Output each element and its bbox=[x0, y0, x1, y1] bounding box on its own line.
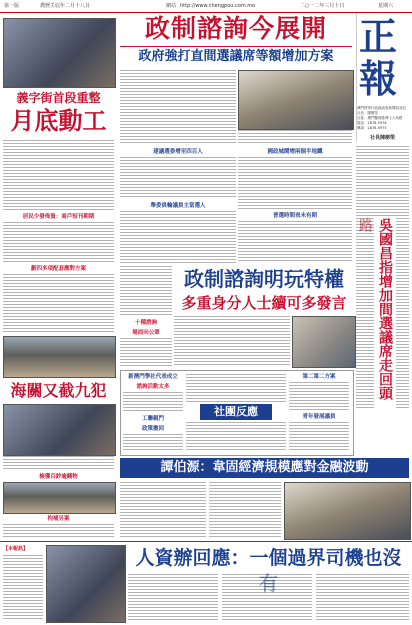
yee-street-subhead-2: 劃四多項配套應對方案 bbox=[30, 266, 86, 272]
masthead-info-line: 社址：澳門羅理基博士大馬路 bbox=[357, 116, 403, 120]
box-lower-title-2: 政策撤回 bbox=[141, 426, 164, 432]
speaker-photo bbox=[292, 316, 356, 368]
bottom-photo bbox=[46, 545, 126, 623]
main-headline: 政制諮詢今展開 bbox=[144, 14, 327, 43]
economy-text-2 bbox=[209, 482, 281, 538]
box-center-title: 社團反應 bbox=[200, 404, 272, 420]
main-article-text-3 bbox=[120, 157, 236, 199]
masthead-char-2: 報 bbox=[359, 56, 398, 101]
right-subhead-1: 國政城鬧增兩個半地鐵 bbox=[267, 149, 323, 155]
headline-rule bbox=[120, 46, 352, 47]
website-label: 網站 bbox=[166, 3, 177, 9]
yee-street-photo bbox=[3, 336, 116, 378]
masthead-info-line: 傳真：2878-5975 bbox=[357, 126, 387, 130]
masthead-char-1: 正 bbox=[359, 14, 398, 59]
box-left-text bbox=[123, 392, 183, 412]
box-left-title: 新澳門學社代表成立 bbox=[128, 374, 178, 380]
right-subhead-2: 普選時間表未有期 bbox=[272, 213, 317, 219]
right-article-text-2 bbox=[238, 221, 352, 263]
police-subhead-2: 拘捕另案 bbox=[47, 516, 70, 522]
right-column-text-3 bbox=[396, 218, 409, 408]
second-article-text bbox=[120, 338, 172, 366]
masthead-info-line: 社長：陳樹榮 bbox=[357, 111, 378, 115]
police-text-2 bbox=[3, 524, 114, 538]
issue-date: 二○一二年三月十日 bbox=[300, 3, 345, 9]
weekday: 星期六 bbox=[378, 3, 394, 9]
box-lower-title-1: 工聯親門 bbox=[141, 416, 164, 422]
second-intro-text bbox=[120, 266, 172, 316]
box-center-text bbox=[186, 374, 286, 402]
yee-street-body-text-3 bbox=[3, 274, 114, 334]
top-left-photo bbox=[3, 18, 116, 88]
main-article-text bbox=[120, 70, 236, 145]
masthead bbox=[356, 14, 410, 142]
police-subhead-1: 檢獲百鈔逾錢物 bbox=[39, 474, 78, 480]
main-article-text-2 bbox=[238, 130, 352, 145]
customs-photo bbox=[3, 404, 116, 456]
yee-street-subhead-1: 居民少發佈資：商戶短刊期期 bbox=[22, 214, 95, 220]
police-text bbox=[3, 456, 114, 470]
lunar-date: 農曆壬辰年二月十八日 bbox=[40, 3, 91, 9]
box-right-text bbox=[289, 382, 349, 410]
bottom-text-3 bbox=[316, 574, 409, 621]
masthead-info-line: 澳門特別行政區政府新聞局登記 bbox=[357, 106, 406, 110]
bottom-rule bbox=[0, 541, 412, 542]
main-subhead-2: 舉委員輪議員主當選人 bbox=[150, 203, 206, 209]
second-headline: 政制諮詢明玩特權 bbox=[184, 267, 344, 291]
bottom-text-2 bbox=[222, 574, 312, 621]
box-center-text-2 bbox=[186, 422, 286, 452]
vertical-headline: 吳國昌指增加間選議席走回頭 bbox=[377, 218, 393, 400]
bottom-left-text bbox=[3, 555, 43, 621]
seized-goods-photo bbox=[3, 482, 116, 514]
bottom-headline: 人資辦回應：一個過界司機也沒 bbox=[135, 547, 402, 569]
masthead-box-title: 社長陳樹榮 bbox=[369, 135, 395, 141]
box-lower-text bbox=[123, 434, 183, 452]
top-bar bbox=[0, 0, 412, 13]
box-right-title: 第二第二方案 bbox=[302, 374, 336, 380]
main-meeting-photo bbox=[238, 70, 354, 130]
main-article-text-4 bbox=[120, 211, 236, 263]
economy-photo bbox=[284, 482, 411, 540]
yee-street-headline-main: 月底動工 bbox=[10, 106, 107, 135]
page-label: 第一版 bbox=[4, 3, 20, 9]
website-link[interactable]: http://www.chengpou.com.mo bbox=[180, 3, 256, 9]
yee-street-body-text bbox=[3, 140, 114, 210]
right-article-text bbox=[238, 157, 352, 209]
second-subhead-2: 場面向公眾 bbox=[132, 330, 160, 336]
police-headline: 海關又截九犯 bbox=[10, 381, 107, 400]
main-subheadline: 政府強打直間選議席等額增加方案 bbox=[138, 49, 334, 64]
economy-headline: 譚伯源：韋固經濟規模應對金融波動 bbox=[120, 458, 409, 478]
masthead-info-line: 電話：2878-5976 bbox=[357, 121, 387, 125]
second-subhead-1: 十種諮詢 bbox=[134, 320, 157, 326]
box-left-subtitle: 諮詢活動太多 bbox=[136, 384, 170, 390]
right-column-text-2 bbox=[356, 218, 374, 408]
second-article-text-2 bbox=[174, 316, 290, 366]
second-subheadline: 多重身分人士續可多發言 bbox=[181, 294, 347, 312]
masthead-info bbox=[357, 106, 407, 131]
yee-street-headline-top: 義字街首段重整 bbox=[16, 91, 101, 105]
yee-street-body-text-2 bbox=[3, 222, 114, 262]
right-column-text bbox=[356, 146, 409, 216]
box-lower-title-3: 青年發展議員 bbox=[302, 414, 336, 420]
bottom-text-1 bbox=[128, 574, 218, 621]
main-subhead-1: 建議選委增至四百人 bbox=[153, 149, 203, 155]
economy-text-1 bbox=[120, 482, 206, 538]
box-right-text-2 bbox=[289, 422, 349, 452]
bottom-label: 【本報訊】 bbox=[3, 546, 29, 552]
